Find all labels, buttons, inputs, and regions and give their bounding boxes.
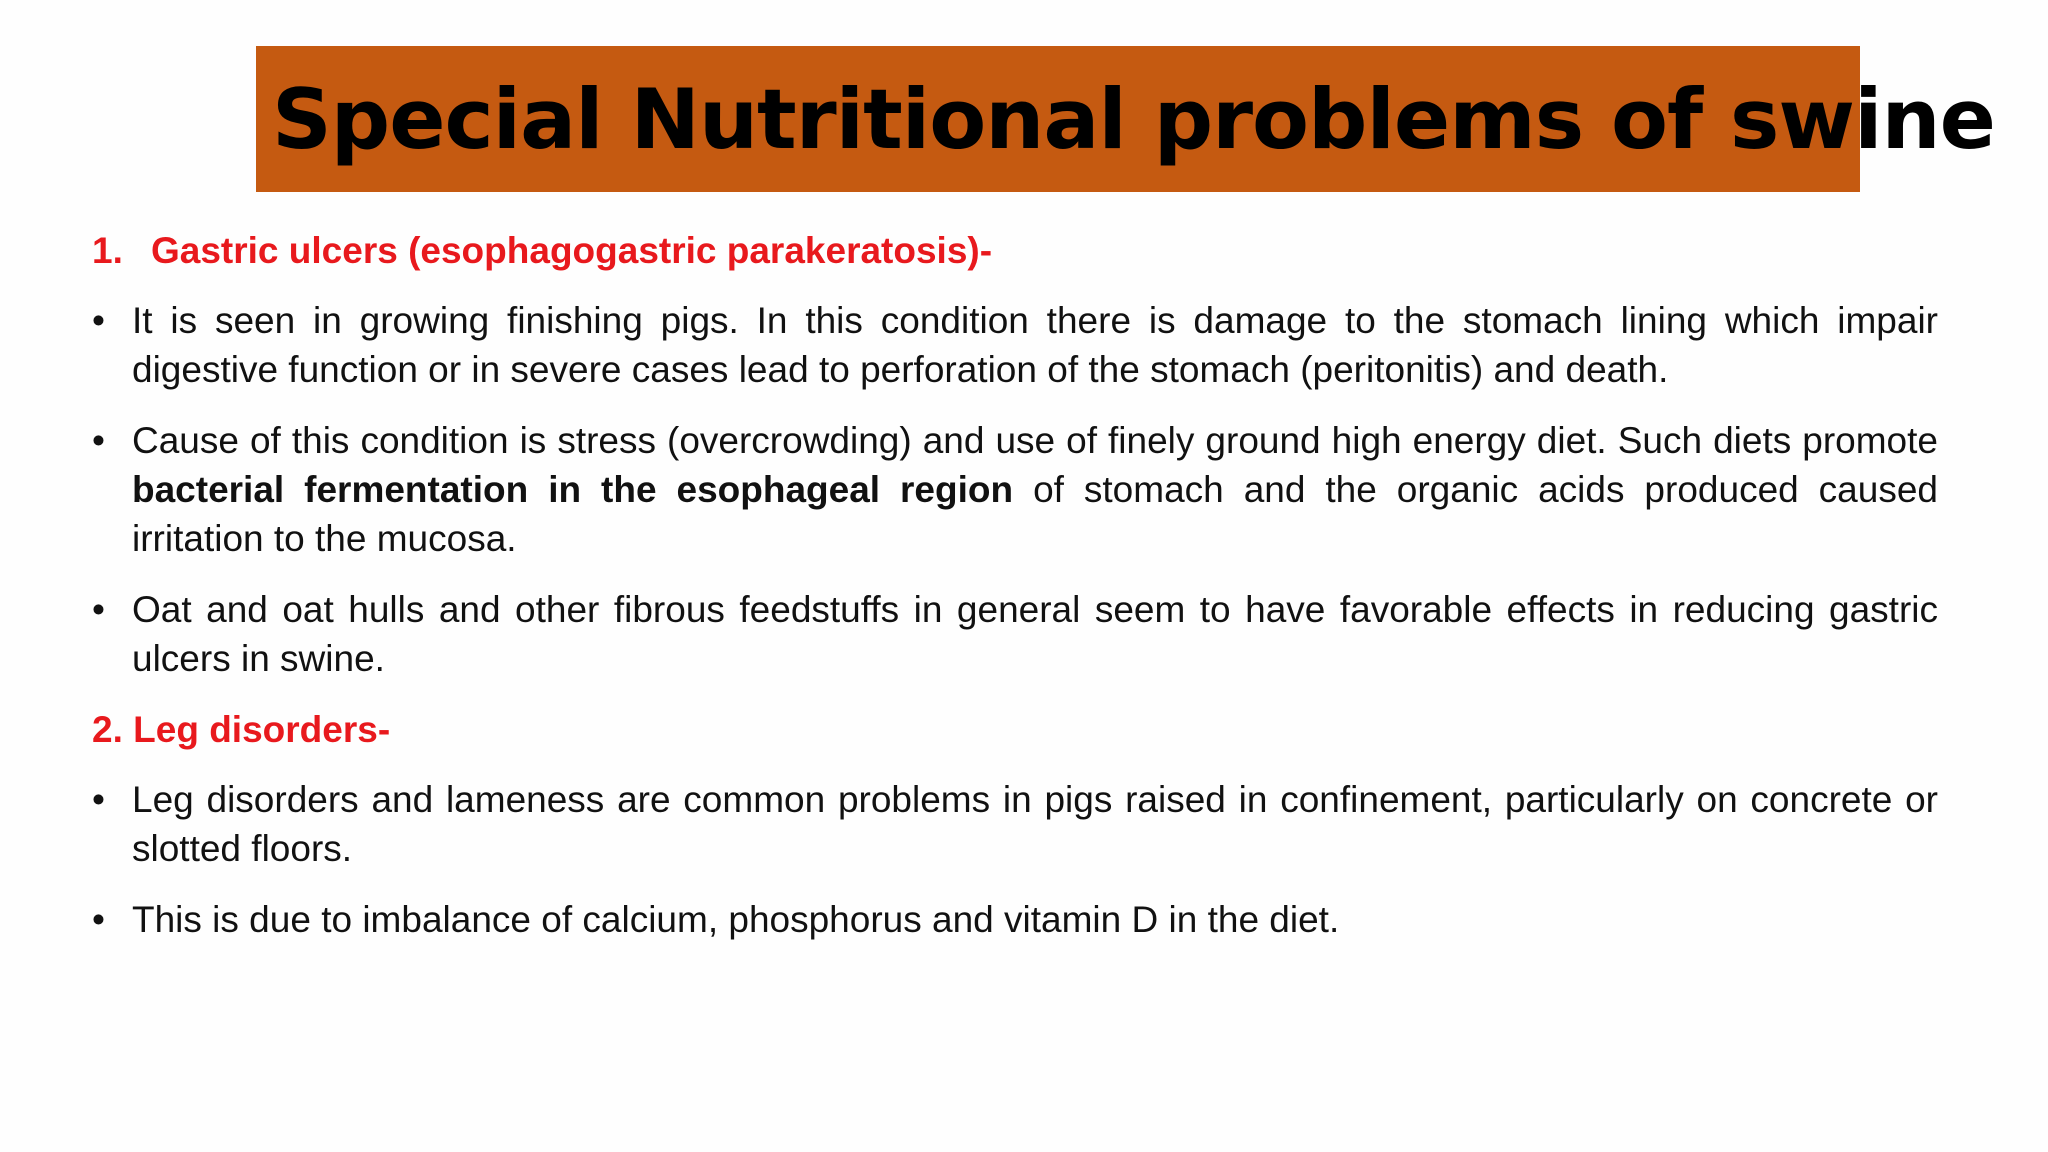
bullet-icon: • [92, 300, 105, 341]
bullet-text: Leg disorders and lameness are common problems in pigs raised in confinement, particularly on concrete or slotted floors. [132, 779, 1938, 869]
list-item [92, 775, 1938, 873]
bullet-text: It is seen in growing finishing pigs. In this condition there is damage to the stomach lining which impair digestive function or in severe cases lead to perforation of the stomach (peritonitis) and death. [132, 300, 1938, 390]
section-number: 1. [92, 230, 123, 271]
bullet-text-part: of stomach and the organic acids produced caused irritation to the mucosa. [132, 469, 1938, 559]
list-item [92, 585, 1938, 683]
bullet-icon: • [92, 589, 105, 630]
list-item [92, 296, 1938, 394]
bullet-text-bold: bacterial fermentation in the esophageal region [132, 469, 1014, 510]
slide-body [92, 226, 1938, 966]
section-heading-leg-disorders [92, 705, 1938, 755]
section-heading-text: Leg disorders- [133, 709, 391, 750]
list-item [92, 416, 1938, 563]
title-banner [256, 46, 1995, 192]
slide-title: Special Nutritional problems of swine [272, 70, 1995, 168]
bullet-icon: • [92, 899, 105, 940]
bullet-icon: • [92, 420, 105, 461]
section-number: 2. [92, 709, 123, 750]
list-item [92, 895, 1938, 944]
bullet-icon: • [92, 779, 105, 820]
bullet-text-part: Cause of this condition is stress (overcrowding) and use of finely ground high energy diet. Such diets promote [132, 420, 1938, 461]
section-heading-text: Gastric ulcers (esophagogastric parakeratosis)- [151, 230, 993, 271]
bullet-text [132, 416, 1938, 563]
bullet-text: Oat and oat hulls and other fibrous feedstuffs in general seem to have favorable effects in reducing gastric ulcers in swine. [132, 589, 1938, 679]
bullet-text: This is due to imbalance of calcium, phosphorus and vitamin D in the diet. [132, 899, 1340, 940]
section-heading-gastric-ulcers [92, 226, 1938, 276]
